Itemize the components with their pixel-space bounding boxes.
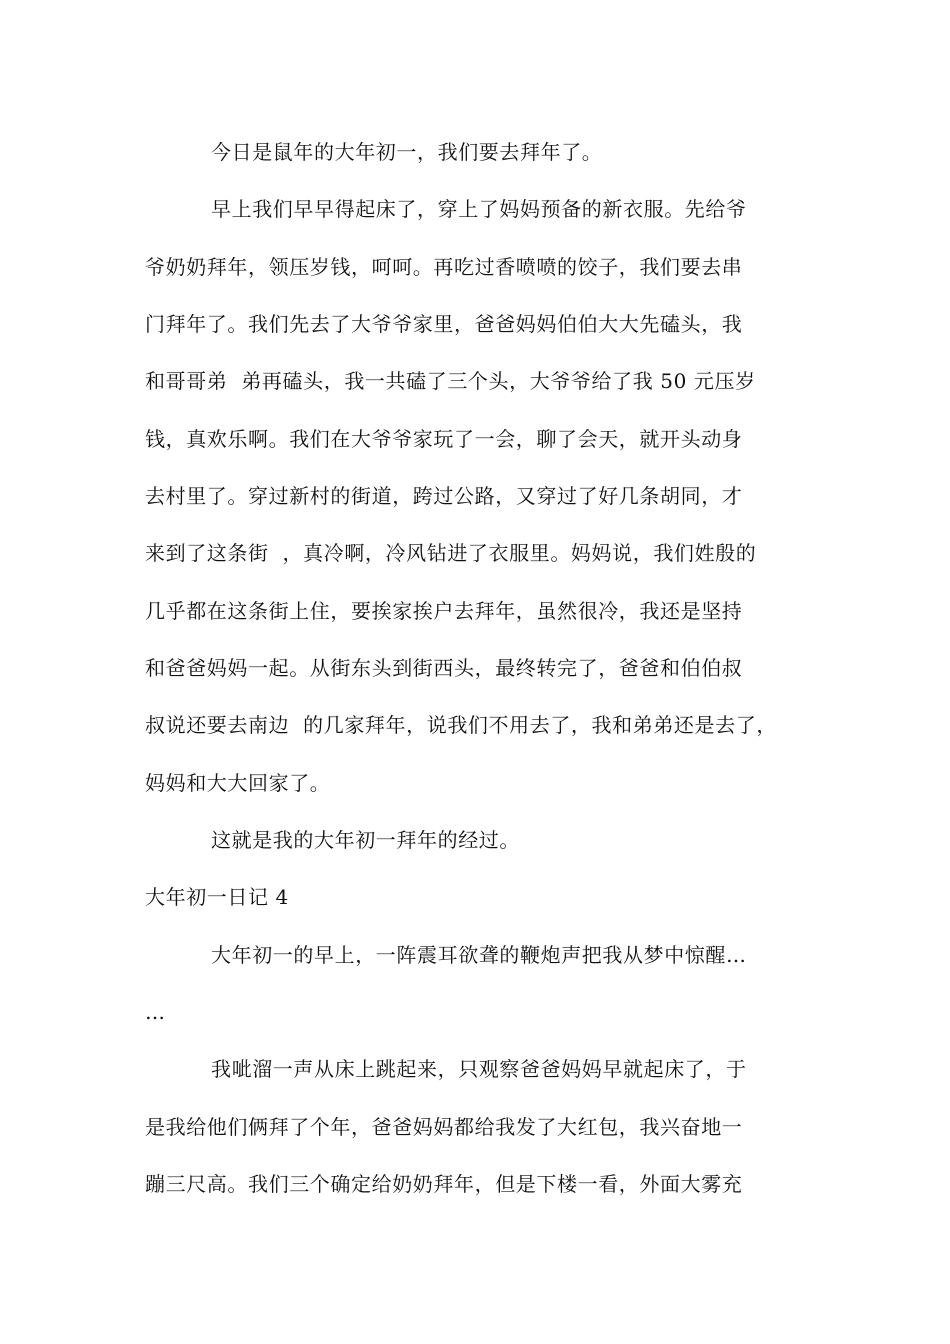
paragraph-line: 来到了这条街 ，真冷啊，冷风钻进了衣服里。妈妈说，我们姓殷的 <box>145 541 757 565</box>
paragraph-line: 蹦三尺高。我们三个确定给奶奶拜年，但是下楼一看，外面大雾充 <box>145 1172 743 1196</box>
paragraph-line: 和哥哥弟 弟再磕头，我一共磕了三个头，大爷爷给了我 50 元压岁 <box>145 369 756 393</box>
paragraph-line: 和爸爸妈妈一起。从街东头到街西头，最终转完了，爸爸和伯伯叔 <box>145 656 743 680</box>
paragraph-line: 几乎都在这条街上住，要挨家挨户去拜年，虽然很冷，我还是坚持 <box>145 599 743 623</box>
paragraph-line: 去村里了。穿过新村的街道，跨过公路，又穿过了好几条胡同，才 <box>145 484 743 508</box>
paragraph-line: … <box>145 1000 166 1024</box>
paragraph-line: 大年初一的早上，一阵震耳欲聋的鞭炮声把我从梦中惊醒… <box>211 943 747 967</box>
paragraph-line: 爷奶奶拜年，领压岁钱，呵呵。再吃过香喷喷的饺子，我们要去串 <box>145 255 743 279</box>
paragraph-line: 钱，真欢乐啊。我们在大爷爷家玩了一会，聊了会天，就开头动身 <box>145 427 743 451</box>
paragraph-line: 今日是鼠年的大年初一，我们要去拜年了。 <box>211 140 603 164</box>
section-heading: 大年初一日记 4 <box>145 885 289 909</box>
paragraph-line: 我呲溜一声从床上跳起来，只观察爸爸妈妈早就起床了，于 <box>211 1057 747 1081</box>
paragraph-line: 这就是我的大年初一拜年的经过。 <box>211 828 520 852</box>
paragraph-line: 妈妈和大大回家了。 <box>145 771 331 795</box>
paragraph-line: 早上我们早早得起床了，穿上了妈妈预备的新衣服。先给爷 <box>211 197 747 221</box>
paragraph-line: 是我给他们俩拜了个年，爸爸妈妈都给我发了大红包，我兴奋地一 <box>145 1115 743 1139</box>
paragraph-line: 叔说还要去南边 的几家拜年，说我们不用去了，我和弟弟还是去了， <box>145 713 777 737</box>
paragraph-line: 门拜年了。我们先去了大爷爷家里，爸爸妈妈伯伯大大先磕头，我 <box>145 312 743 336</box>
